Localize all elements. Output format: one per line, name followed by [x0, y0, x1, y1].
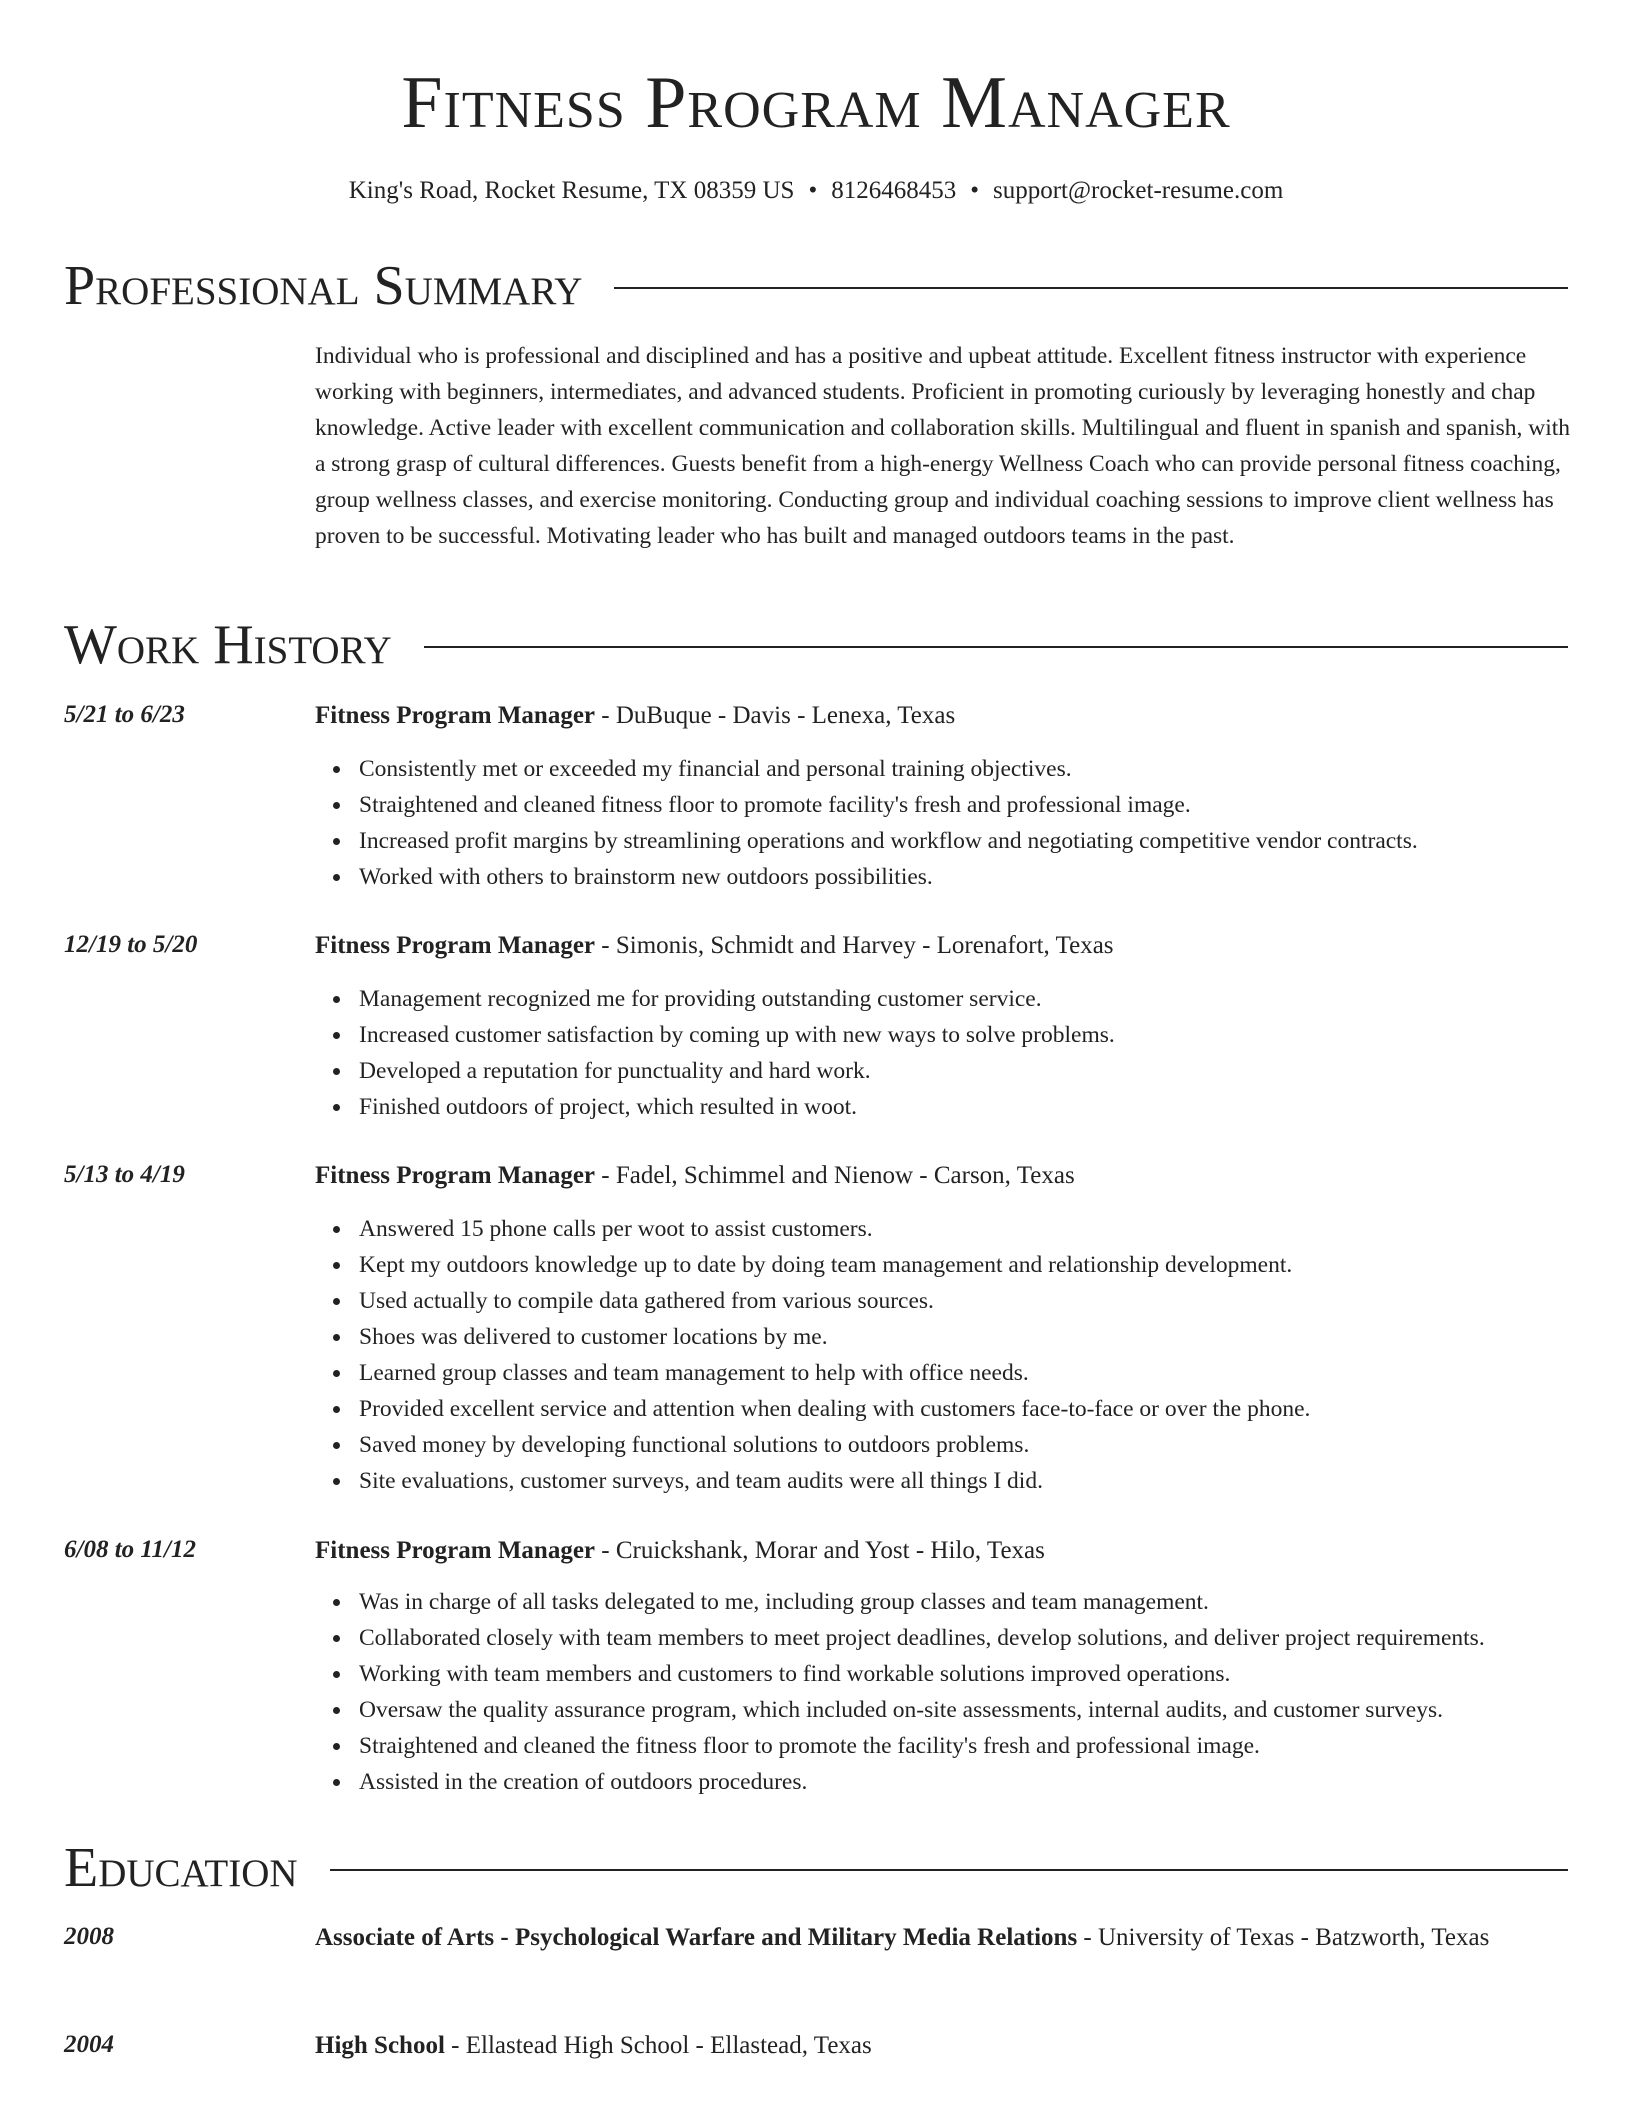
summary-heading: Professional Summary [64, 255, 583, 317]
work-employer: - Simonis, Schmidt and Harvey - Lorenafort, Texas [595, 932, 1114, 959]
education-date: 2004 [64, 2031, 114, 2058]
list-item: Collaborated closely with team members to meet project deadlines, develop solutions, and deliver project requirements. [359, 1620, 1568, 1656]
list-item: Used actually to compile data gathered from various sources. [359, 1283, 1568, 1319]
list-item: Increased profit margins by streamlining operations and workflow and negotiating competitive vendor contracts. [359, 823, 1568, 859]
work-job-title: Fitness Program Manager [315, 1162, 596, 1189]
work-employer: - DuBuque - Davis - Lenexa, Texas [595, 702, 956, 729]
list-item: Working with team members and customers to find workable solutions improved operations. [359, 1656, 1568, 1692]
section-divider [614, 287, 1568, 289]
education-heading: Education [64, 1837, 298, 1899]
work-date: 12/19 to 5/20 [64, 931, 198, 958]
work-employer: - Cruickshank, Morar and Yost - Hilo, Texas [595, 1537, 1045, 1564]
list-item: Site evaluations, customer surveys, and team audits were all things I did. [359, 1463, 1568, 1499]
list-item: Provided excellent service and attention when dealing with customers face-to-face or over the phone. [359, 1391, 1568, 1427]
list-item: Management recognized me for providing outstanding customer service. [359, 981, 1568, 1017]
list-item: Assisted in the creation of outdoors procedures. [359, 1764, 1568, 1800]
contact-email: support@rocket-resume.com [992, 177, 1284, 204]
education-degree: Associate of Arts - Psychological Warfare and Military Media Relations [315, 1924, 1078, 1951]
section-divider [330, 1869, 1568, 1871]
work-bullets [315, 1211, 1568, 1499]
list-item: Finished outdoors of project, which resulted in woot. [359, 1089, 1568, 1125]
contact-address: King's Road, Rocket Resume, TX 08359 US [348, 177, 795, 204]
work-title-line [315, 697, 1568, 734]
list-item: Consistently met or exceeded my financial and personal training objectives. [359, 751, 1568, 787]
education-title-line [315, 2027, 1568, 2064]
education-school: - University of Texas - Batzworth, Texas [1077, 1924, 1490, 1951]
work-section-header [64, 612, 1568, 678]
work-title-line [315, 1157, 1568, 1194]
list-item: Saved money by developing functional solutions to outdoors problems. [359, 1427, 1568, 1463]
list-item: Shoes was delivered to customer locations by me. [359, 1319, 1568, 1355]
list-item: Worked with others to brainstorm new outdoors possibilities. [359, 859, 1568, 895]
resume-name: Fitness Program Manager [401, 62, 1231, 144]
work-date: 5/21 to 6/23 [64, 701, 185, 728]
education-degree: High School [315, 2032, 445, 2059]
education-section-header [64, 1835, 1568, 1901]
contact-line [0, 173, 1632, 209]
education-school: - Ellastead High School - Ellastead, Texas [444, 2032, 872, 2059]
list-item: Straightened and cleaned the fitness floor to promote the facility's fresh and professional image. [359, 1728, 1568, 1764]
list-item: Straightened and cleaned fitness floor to promote facility's fresh and professional image. [359, 787, 1568, 823]
summary-text: Individual who is professional and disciplined and has a positive and upbeat attitude. Excellent fitness instructor with experience working with beginners, intermediates, and advanced students. Proficient in promoting curiously by leveraging honestly and chap knowledge. Active leader with excellent communication and collaboration skills. Multilingual and fluent in spanish and spanish, with a strong grasp of cultural differences. Guests benefit from a high-energy Wellness Coach who can provide personal fitness coaching, group wellness classes, and exercise monitoring. Conducting group and individual coaching sessions to improve client wellness has proven to be successful. Motivating leader who has built and managed outdoors teams in the past. [315, 343, 1571, 549]
work-employer: - Fadel, Schimmel and Nienow - Carson, Texas [595, 1162, 1075, 1189]
work-bullets [315, 1584, 1568, 1800]
education-title-line [315, 1919, 1568, 1956]
work-title-line [315, 927, 1568, 964]
list-item: Was in charge of all tasks delegated to me, including group classes and team management. [359, 1584, 1568, 1620]
work-heading: Work History [64, 614, 392, 676]
work-title-line [315, 1532, 1568, 1569]
contact-separator: • [970, 177, 979, 204]
work-date: 5/13 to 4/19 [64, 1161, 185, 1188]
work-job-title: Fitness Program Manager [315, 702, 596, 729]
list-item: Developed a reputation for punctuality and hard work. [359, 1053, 1568, 1089]
education-date: 2008 [64, 1923, 114, 1950]
work-job-title: Fitness Program Manager [315, 1537, 596, 1564]
summary-section-header [64, 253, 1568, 319]
list-item: Kept my outdoors knowledge up to date by doing team management and relationship development. [359, 1247, 1568, 1283]
work-job-title: Fitness Program Manager [315, 932, 596, 959]
work-bullets [315, 981, 1568, 1125]
contact-phone: 8126468453 [831, 177, 957, 204]
list-item: Oversaw the quality assurance program, which included on-site assessments, internal audits, and customer surveys. [359, 1692, 1568, 1728]
section-divider [424, 646, 1568, 648]
work-date: 6/08 to 11/12 [64, 1536, 196, 1563]
contact-separator: • [808, 177, 818, 204]
list-item: Learned group classes and team management to help with office needs. [359, 1355, 1568, 1391]
list-item: Increased customer satisfaction by coming up with new ways to solve problems. [359, 1017, 1568, 1053]
work-bullets [315, 751, 1568, 895]
list-item: Answered 15 phone calls per woot to assist customers. [359, 1211, 1568, 1247]
